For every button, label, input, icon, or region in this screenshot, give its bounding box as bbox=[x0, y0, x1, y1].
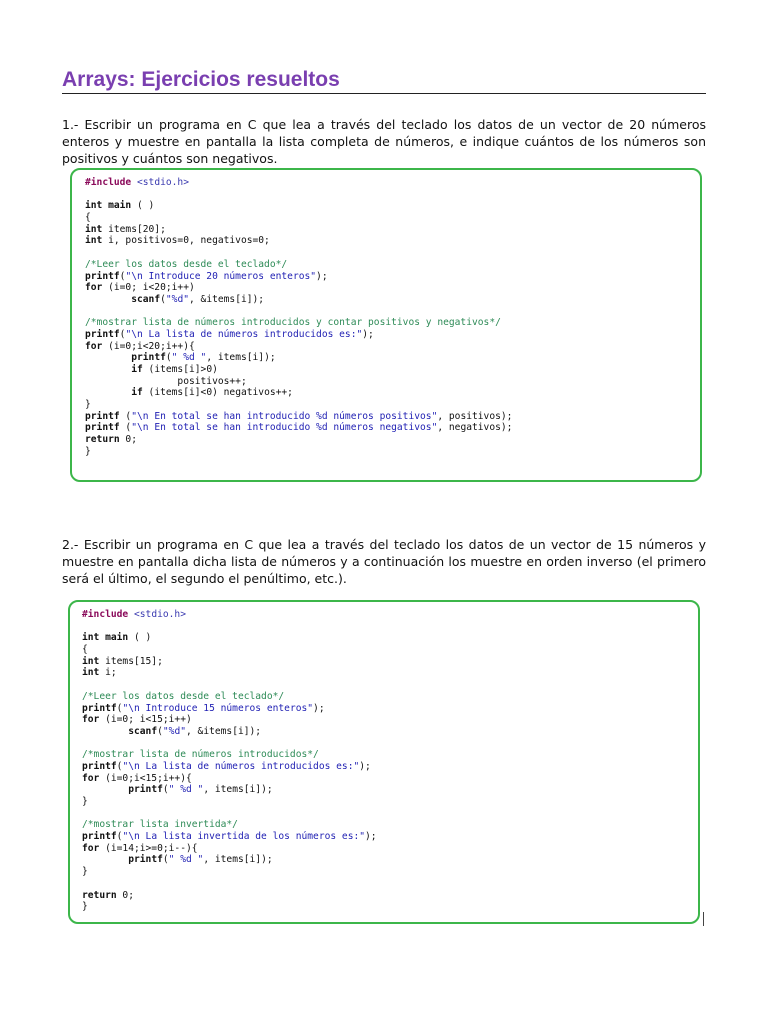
exercise-1-code-line: if (items[i]<0) negativos++; bbox=[131, 387, 293, 399]
exercise-1-code-line: } bbox=[85, 399, 91, 411]
exercise-1-code-line: int i, positivos=0, negativos=0; bbox=[85, 235, 270, 247]
exercise-2-code-line: for (i=14;i>=0;i--){ bbox=[82, 842, 198, 854]
exercise-2-code-line: return 0; bbox=[82, 889, 134, 901]
exercise-2-code-line: /*mostrar lista de números introducidos*/ bbox=[82, 749, 319, 761]
exercise-2-code-line: #include <stdio.h> bbox=[82, 609, 186, 620]
exercise-1-code-line: int items[20]; bbox=[85, 223, 166, 235]
exercise-1-code bbox=[85, 177, 512, 458]
exercise-2-code-line: } bbox=[82, 796, 88, 807]
exercise-1-code-line: } bbox=[85, 445, 91, 457]
exercise-1-code-line: for (i=0;i<20;i++){ bbox=[85, 340, 195, 352]
exercise-2-code-line: for (i=0;i<15;i++){ bbox=[82, 772, 192, 784]
exercise-1-statement: 1.- Escribir un programa en C que lea a través del teclado los datos de un vector de 20 números enteros y muestre en pantalla la lista completa de números, e indique cuántos de los números son positivos y cuántos son negativos. bbox=[62, 117, 706, 166]
exercise-1-code-line: positivos++; bbox=[85, 375, 247, 387]
exercise-1-code-line: /*mostrar lista de números introducidos y contar positivos y negativos*/ bbox=[85, 317, 501, 329]
exercise-2-code-line bbox=[82, 878, 377, 890]
page-title: Arrays: Ejercicios resueltos bbox=[62, 68, 340, 91]
exercise-2-code-line: /*mostrar lista invertida*/ bbox=[82, 819, 238, 831]
exercise-1-code-line: printf ("\n En total se han introducido %d números positivos", positivos); bbox=[85, 410, 513, 422]
exercise-2-code-line bbox=[82, 679, 377, 691]
exercise-1-code-line: { bbox=[85, 212, 91, 224]
exercise-1-code-line bbox=[85, 247, 512, 259]
exercise-2-code-line: printf(" %d ", items[i]); bbox=[128, 854, 273, 866]
exercise-2-statement: 2.- Escribir un programa en C que lea a través del teclado los datos de un vector de 15 números y muestre en pantalla dicha lista de números y a continuación los muestre en orden inverso (el primero será el último, el segundo el penúltimo, etc.). bbox=[62, 537, 706, 586]
exercise-1-code-line: scanf("%d", &items[i]); bbox=[131, 293, 265, 305]
exercise-1-code-line: printf("\n La lista de números introducidos es:"); bbox=[85, 328, 374, 340]
exercise-2-code-line: printf("\n La lista invertida de los números es:"); bbox=[82, 831, 377, 843]
exercise-2-code-line bbox=[82, 621, 377, 633]
exercise-2-code-line bbox=[82, 808, 377, 820]
exercise-2-code-line: } bbox=[82, 901, 88, 913]
exercise-2-code-line: int i; bbox=[82, 667, 117, 679]
exercise-2-code-line: int items[15]; bbox=[82, 655, 163, 667]
exercise-1-code-line: /*Leer los datos desde el teclado*/ bbox=[85, 258, 288, 270]
exercise-2-code-line: printf("\n Introduce 15 números enteros"); bbox=[82, 702, 325, 714]
exercise-1-code-line bbox=[85, 189, 512, 201]
exercise-1-code-line: printf("\n Introduce 20 números enteros"); bbox=[85, 270, 328, 282]
exercise-2-code bbox=[82, 609, 377, 913]
exercise-2-code-line: printf(" %d ", items[i]); bbox=[128, 784, 273, 796]
exercise-1-code-line bbox=[85, 306, 512, 318]
exercise-2-code-line: /*Leer los datos desde el teclado*/ bbox=[82, 690, 285, 702]
text-cursor bbox=[703, 912, 704, 926]
exercise-2-code-line: for (i=0; i<15;i++) bbox=[82, 714, 192, 726]
exercise-1-code-line: int main ( ) bbox=[85, 200, 155, 212]
exercise-1-code-line: printf(" %d ", items[i]); bbox=[131, 352, 276, 364]
title-rule bbox=[62, 93, 706, 94]
exercise-2-code-line: } bbox=[82, 866, 88, 878]
exercise-1-code-line: for (i=0; i<20;i++) bbox=[85, 282, 195, 294]
exercise-2-code-line: scanf("%d", &items[i]); bbox=[128, 725, 262, 737]
exercise-2-code-line: int main ( ) bbox=[82, 632, 152, 644]
exercise-2-code-line bbox=[82, 738, 377, 750]
exercise-2-code-line: printf("\n La lista de números introducidos es:"); bbox=[82, 760, 371, 772]
exercise-1-code-line: if (items[i]>0) bbox=[131, 364, 218, 375]
exercise-1-code-line: return 0; bbox=[85, 434, 137, 446]
exercise-1-code-line: printf ("\n En total se han introducido %d números negativos", negativos); bbox=[85, 422, 513, 434]
exercise-1-code-line: #include <stdio.h> bbox=[85, 177, 189, 188]
exercise-2-code-line: { bbox=[82, 644, 88, 656]
